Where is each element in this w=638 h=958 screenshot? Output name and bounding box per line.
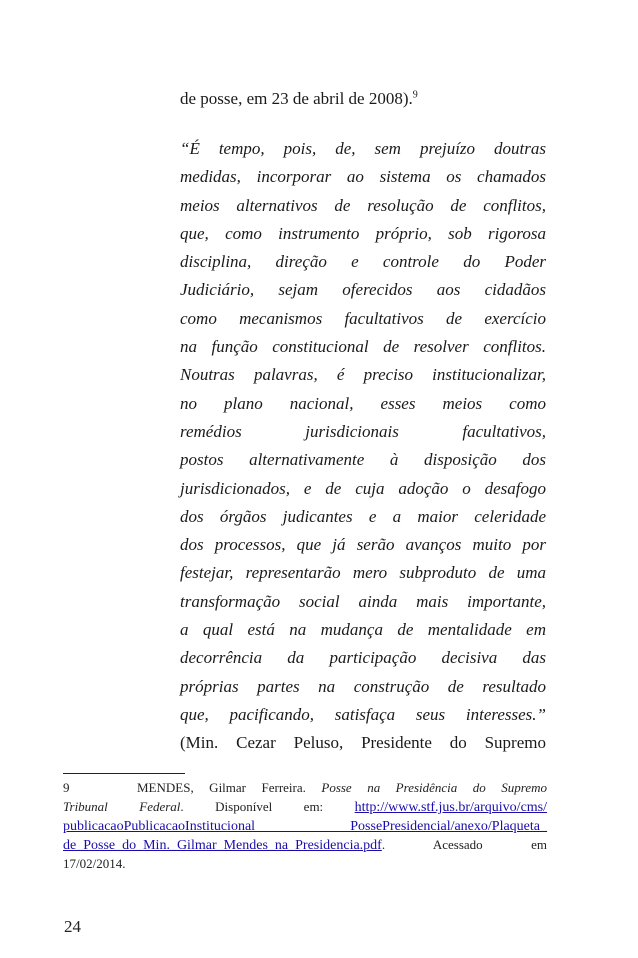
footnote-url-link[interactable]: de_Posse_do_Min._Gilmar_Mendes_na_Presidencia.pdf (63, 838, 382, 853)
quote-line: “É tempo, pois, de, sem prejuízo doutras (180, 139, 546, 158)
quote-line: Noutras palavras, é preciso institucionalizar, (180, 365, 546, 385)
footnote-author: MENDES, Gilmar Ferreira. (137, 780, 306, 795)
footnote-line (63, 835, 547, 854)
footnote-url-link[interactable]: http://www.stf.jus.br/arquivo/cms/ (354, 800, 548, 815)
footnote-access-date: 17/02/2014. (63, 856, 126, 871)
quote-attribution: (Min. Cezar Peluso, Presidente do Supremo (180, 733, 546, 753)
quote-line: que, pacificando, satisfaça seus interesses.” (180, 704, 546, 724)
footnote-line (63, 816, 547, 835)
quote-line: jurisdicionados, e de cuja adoção o desafogo (180, 478, 546, 498)
quote-line: no plano nacional, esses meios como (180, 393, 546, 413)
footnote-line (63, 778, 547, 797)
quote-line: postos alternativamente à disposição dos (180, 450, 546, 470)
intro-line (180, 89, 546, 109)
footnote-line (63, 797, 547, 816)
page-number: 24 (64, 917, 81, 936)
quote-line: meios alternativos de resolução de conflitos, (180, 195, 546, 215)
quote-line: próprias partes na construção de resultado (180, 676, 546, 696)
quote-line: transformação social ainda mais importante, (180, 591, 546, 611)
quote-line: dos processos, que já serão avanços muito por (180, 535, 546, 555)
footnote-url-link[interactable]: publicacaoPublicacaoInstitucional PossePresidencial/anexo/Plaqueta_ (63, 819, 547, 834)
quote-line: que, como instrumento próprio, sob rigorosa (180, 223, 546, 243)
footnote-line (63, 854, 547, 873)
intro-text: de posse, em 23 de abril de 2008). (180, 89, 413, 108)
quote-line: Judiciário, sejam oferecidos aos cidadãos (180, 280, 546, 300)
footnote-number: 9 (63, 780, 70, 795)
quote-line: decorrência da participação decisiva das (180, 648, 546, 668)
quote-line: dos órgãos judicantes e a maior celeridade (180, 506, 546, 526)
block-quote (180, 139, 546, 762)
quote-line: como mecanismos facultativos de exercício (180, 308, 546, 328)
footnote-accessed: . Acessado em (381, 837, 547, 852)
quote-line: medidas, incorporar ao sistema os chamados (180, 167, 546, 187)
footnote-title-cont: Tribunal Federal (63, 799, 181, 814)
quote-line: disciplina, direção e controle do Poder (180, 252, 546, 272)
footnote-available: . Disponível em: (180, 799, 324, 814)
footnote-title: Posse na Presidência do Supremo (321, 780, 547, 795)
footnote-reference[interactable]: 9 (412, 89, 418, 101)
quote-line: remédios jurisdicionais facultativos, (180, 421, 546, 441)
quote-line: a qual está na mudança de mentalidade em (180, 620, 546, 640)
quote-line: festejar, representarão mero subproduto de uma (180, 563, 546, 583)
footnote (63, 778, 547, 873)
quote-line: na função constitucional de resolver conflitos. (180, 337, 546, 357)
footnote-separator (63, 773, 185, 774)
